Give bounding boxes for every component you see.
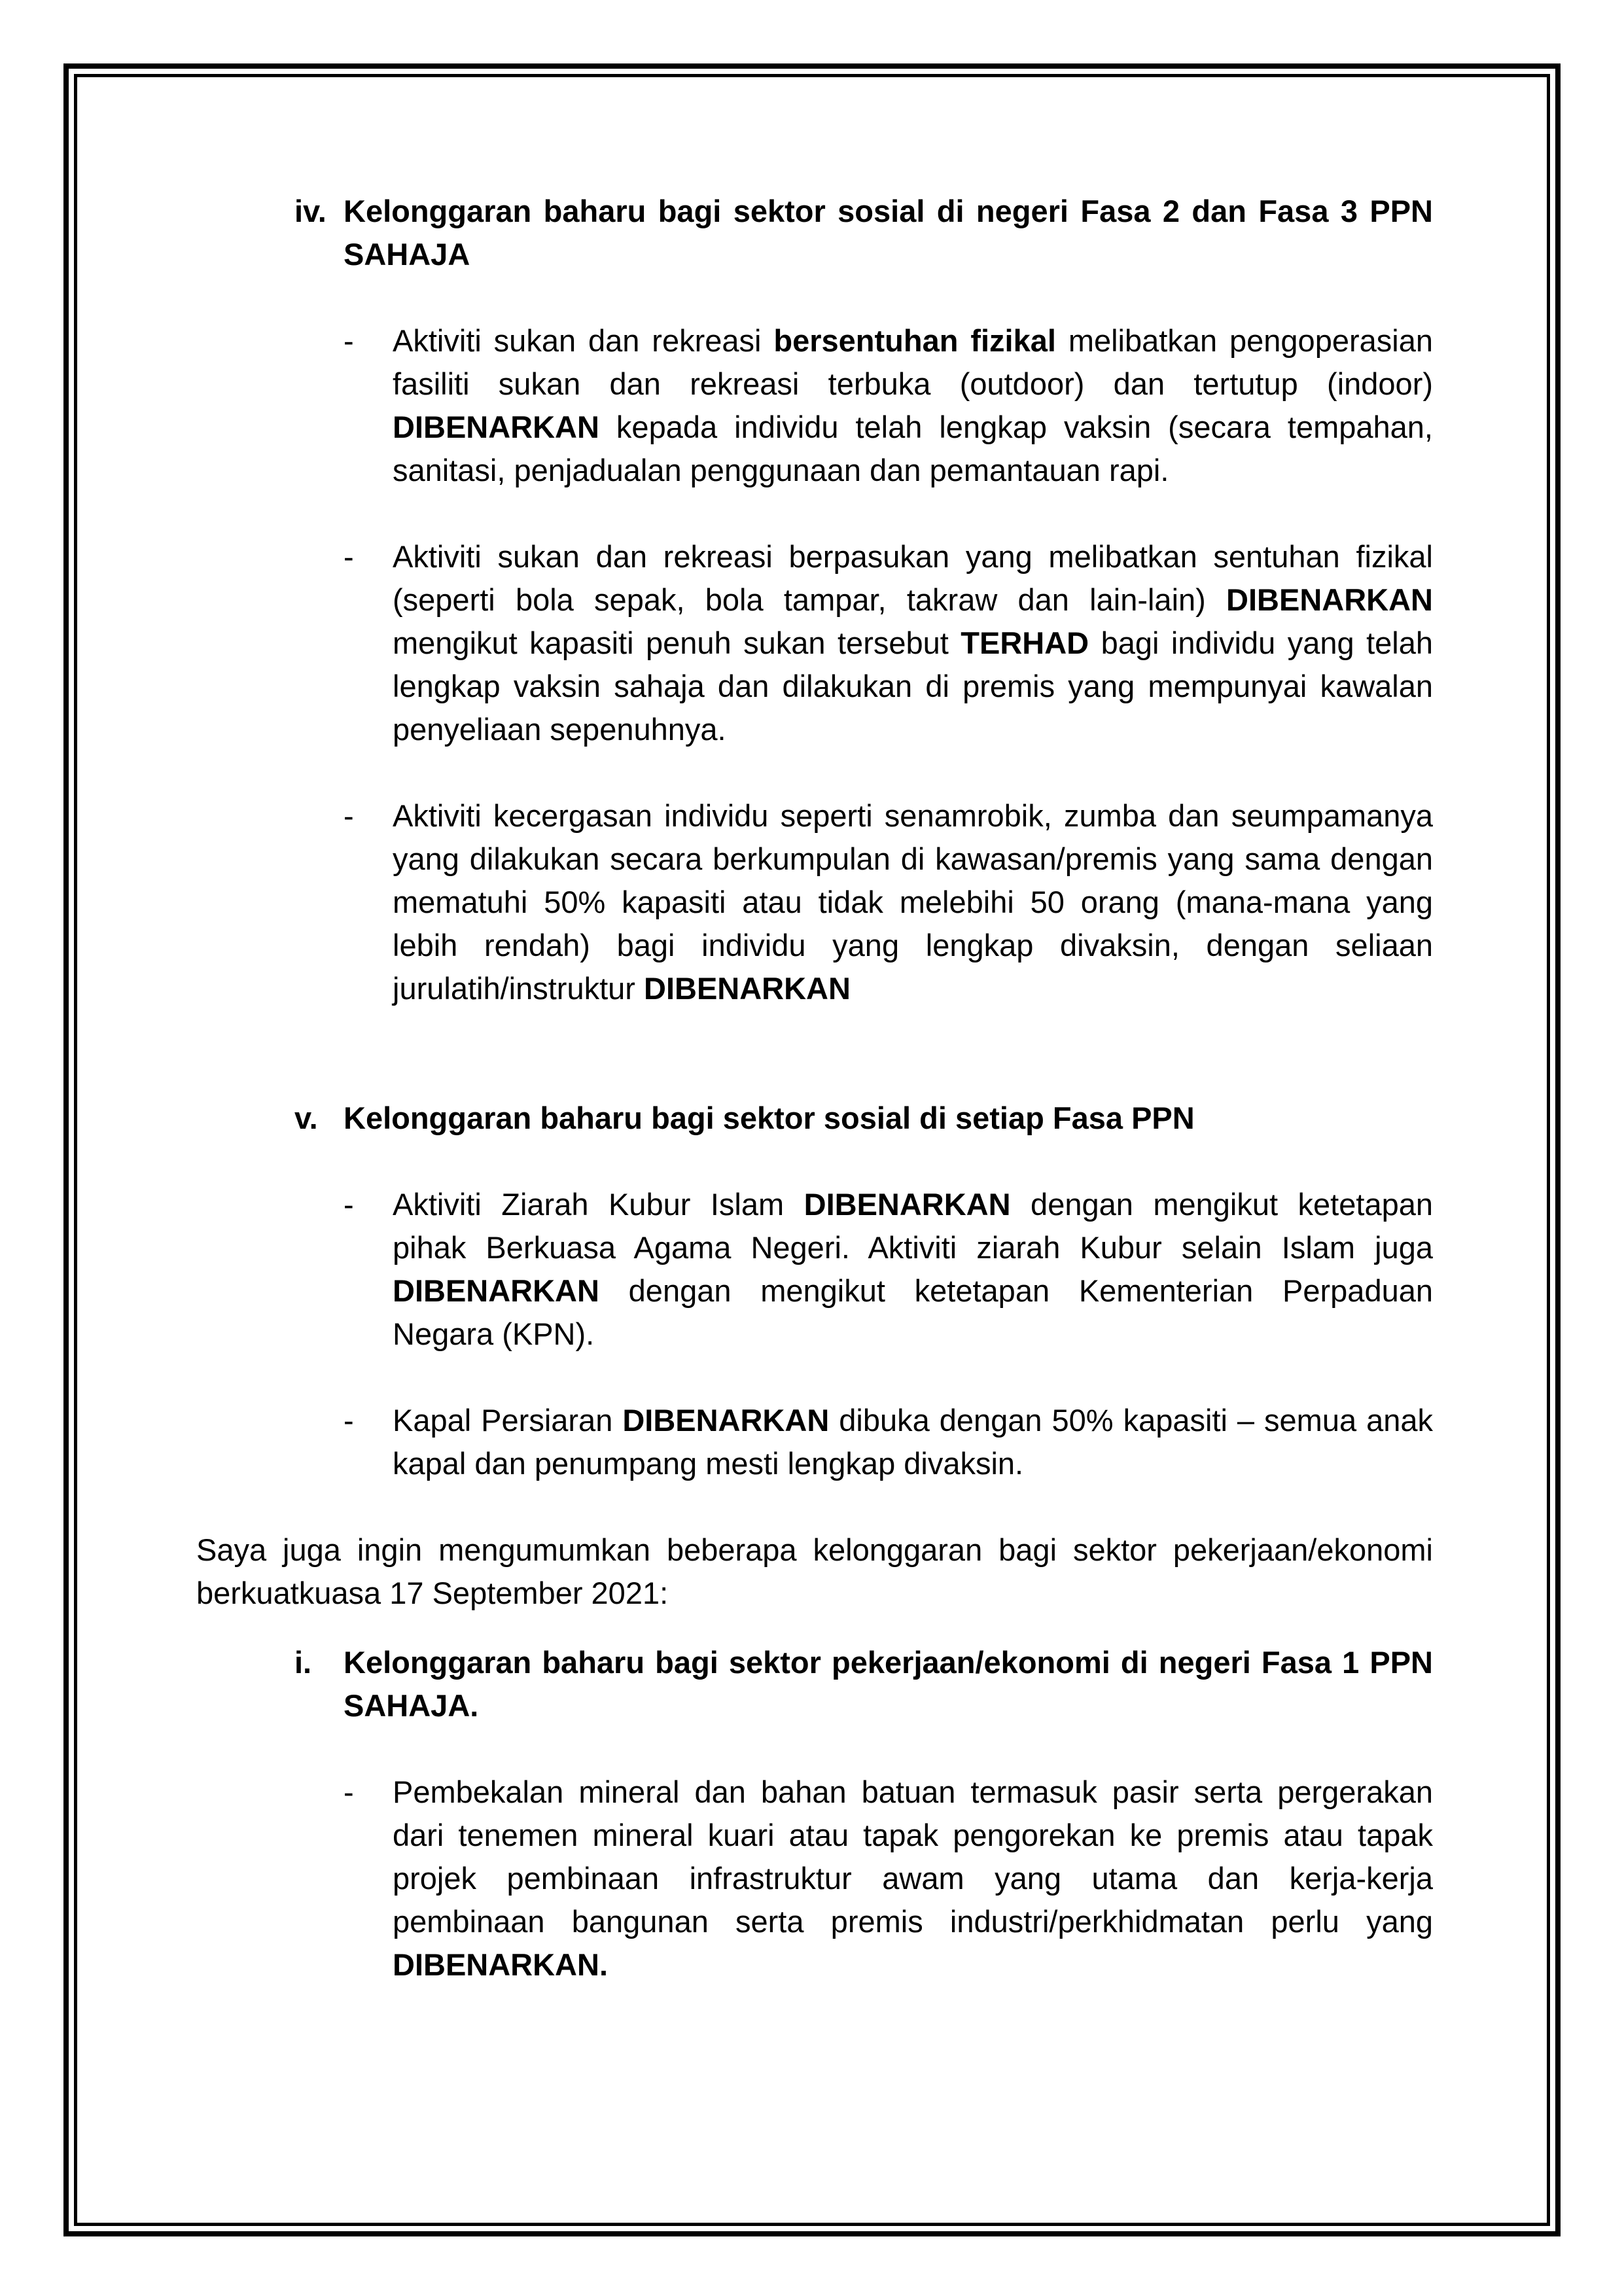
section-iv-title: Kelonggaran baharu bagi sektor sosial di negeri Fasa 2 dan Fasa 3 PPN SAHAJA bbox=[344, 194, 1433, 272]
section-iv-bullet-3: - Aktiviti kecergasan individu seperti senamrobik, zumba dan seumpamanya yang dilakukan secara berkumpulan di kawasan/premis yang sama dengan mematuhi 50% kapasiti atau tidak melebihi 50 orang (mana-mana yang lebih rendah) bagi individu yang lengkap divaksin, dengan seliaan jurulatih/instruktur DIBENARKAN bbox=[196, 794, 1433, 1010]
bullet-dash: - bbox=[344, 1187, 354, 1222]
section-v-bullet-2: - Kapal Persiaran DIBENARKAN dibuka dengan 50% kapasiti – semua anak kapal dan penumpang mesti lengkap divaksin. bbox=[196, 1399, 1433, 1485]
section-v-bullet-1: - Aktiviti Ziarah Kubur Islam DIBENARKAN dengan mengikut ketetapan pihak Berkuasa Agama Negeri. Aktiviti ziarah Kubur selain Islam juga DIBENARKAN dengan mengikut ketetapan Kementerian Perpaduan Negara (KPN). bbox=[196, 1183, 1433, 1356]
document-body bbox=[196, 190, 1433, 1987]
bullet-dash: - bbox=[344, 1775, 354, 1809]
section-i-heading bbox=[196, 1641, 1433, 1727]
section-iv-number: iv. bbox=[294, 194, 327, 228]
bullet-dash: - bbox=[344, 539, 354, 574]
section-i-number: i. bbox=[294, 1645, 312, 1680]
intro-paragraph: Saya juga ingin mengumumkan beberapa kelonggaran bagi sektor pekerjaan/ekonomi berkuatkuasa 17 September 2021: bbox=[196, 1532, 1433, 1610]
section-v-heading bbox=[196, 1097, 1433, 1140]
section-i-bullet-1: - Pembekalan mineral dan bahan batuan termasuk pasir serta pergerakan dari tenemen mineral kuari atau tapak pengorekan ke premis atau tapak projek pembinaan infrastruktur awam yang utama dan kerja-kerja pembinaan bangunan serta premis industri/perkhidmatan perlu yang DIBENARKAN. bbox=[196, 1771, 1433, 1987]
bullet-dash: - bbox=[344, 323, 354, 358]
section-iv-bullet-2: - Aktiviti sukan dan rekreasi berpasukan yang melibatkan sentuhan fizikal (seperti bola sepak, bola tampar, takraw dan lain-lain) DIBENARKAN mengikut kapasiti penuh sukan tersebut TERHAD bagi individu yang telah lengkap vaksin sahaja dan dilakukan di premis yang mempunyai kawalan penyeliaan sepenuhnya. bbox=[196, 535, 1433, 751]
bullet-dash: - bbox=[344, 798, 354, 833]
section-iv-heading bbox=[196, 190, 1433, 276]
section-i-title: Kelonggaran baharu bagi sektor pekerjaan/ekonomi di negeri Fasa 1 PPN SAHAJA. bbox=[344, 1645, 1433, 1723]
section-v-title: Kelonggaran baharu bagi sektor sosial di setiap Fasa PPN bbox=[344, 1101, 1195, 1135]
bullet-dash: - bbox=[344, 1403, 354, 1438]
section-v-number: v. bbox=[294, 1101, 318, 1135]
section-iv-bullet-1: - Aktiviti sukan dan rekreasi bersentuhan fizikal melibatkan pengoperasian fasiliti sukan dan rekreasi terbuka (outdoor) dan tertutup (indoor) DIBENARKAN kepada individu telah lengkap vaksin (secara tempahan, sanitasi, penjadualan penggunaan dan pemantauan rapi. bbox=[196, 319, 1433, 492]
